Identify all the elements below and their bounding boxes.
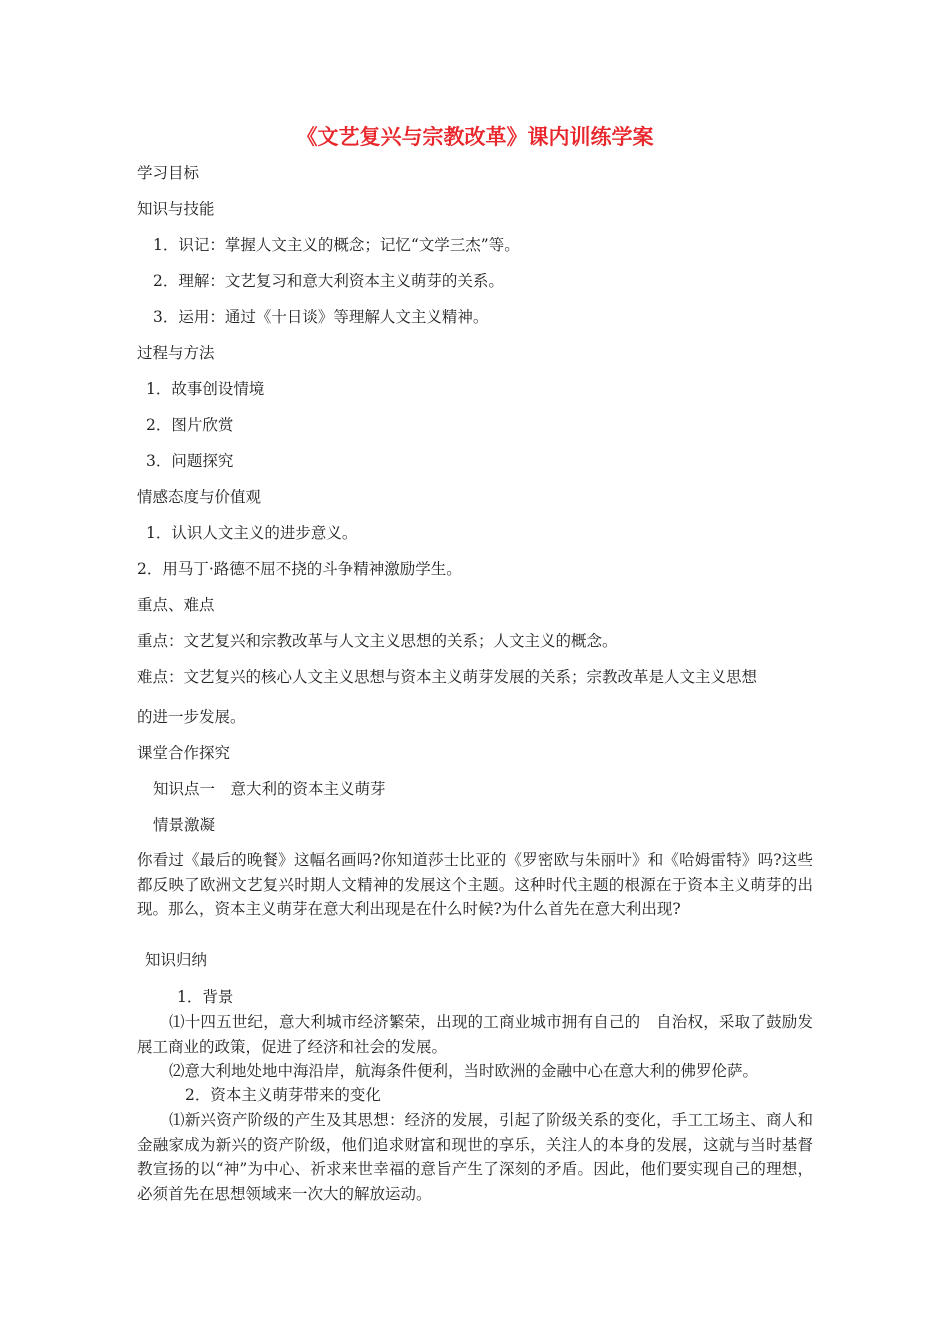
list-item: 1．识记：掌握人文主义的概念；记忆“文学三杰”等。: [153, 236, 520, 254]
document-title: 《文艺复兴与宗教改革》课内训练学案: [296, 124, 654, 149]
difficult-point-text-continued: 的进一步发展。: [137, 708, 246, 726]
list-item: 2．用马丁·路德不屈不挠的斗争精神激励学生。: [137, 560, 462, 578]
background-item: ⑴十四五世纪，意大利城市经济繁荣，出现的工商业城市拥有自己的 自治权，采取了鼓励发展工商业的政策，促进了经济和社会的发展。: [137, 1013, 813, 1056]
list-item: 2．图片欣赏: [146, 416, 234, 434]
subheading-attitude-values: 情感态度与价值观: [137, 488, 262, 506]
knowledge-summary-label: 知识归纳: [145, 951, 208, 969]
key-point-text: 重点：文艺复兴和宗教改革与人文主义思想的关系；人文主义的概念。: [137, 632, 618, 650]
subheading-process-method: 过程与方法: [137, 344, 215, 362]
knowledge-point-heading: 知识点一 意大利的资本主义萌芽: [153, 780, 386, 798]
changes-item: ⑴新兴资产阶级的产生及其思想：经济的发展，引起了阶级关系的变化，手工工场主、商人和金融家成为新兴的资产阶级，他们追求财富和现世的享乐，关注人的本身的发展，这就与当时基督教宣扬的以“神”为中心、祈求来世幸福的意旨产生了深刻的矛盾。因此，他们要实现自己的理想，必须首先在思想领域来一次大的解放运动。: [137, 1111, 813, 1203]
changes-heading: 2．资本主义萌芽带来的变化: [185, 1086, 381, 1104]
list-item: 2．理解：文艺复习和意大利资本主义萌芽的关系。: [153, 272, 504, 290]
list-item: 3．问题探究: [146, 452, 234, 470]
section-heading-learning-objectives: 学习目标: [137, 164, 200, 182]
subheading-knowledge-skills: 知识与技能: [137, 200, 215, 218]
difficult-point-text: 难点：文艺复兴的核心人文主义思想与资本主义萌芽发展的关系；宗教改革是人文主义思想: [137, 668, 758, 686]
scenario-label: 情景激凝: [153, 816, 216, 834]
section-heading-key-points: 重点、难点: [137, 596, 215, 614]
scenario-paragraph: 你看过《最后的晚餐》这幅名画吗?你知道莎士比亚的《罗密欧与朱丽叶》和《哈姆雷特》吗?这些都反映了欧洲文艺复兴时期人文精神的发展这个主题。这种时代主题的根源在于资本主义萌芽的出现。那么，资本主义萌芽在意大利出现是在什么时候?为什么首先在意大利出现?: [137, 851, 813, 918]
list-item: 1．故事创设情境: [146, 380, 265, 398]
background-item: ⑵意大利地处地中海沿岸，航海条件便利，当时欧洲的金融中心在意大利的佛罗伦萨。: [169, 1062, 759, 1080]
list-item: 1．认识人文主义的进步意义。: [146, 524, 358, 542]
background-heading: 1．背景: [177, 988, 234, 1006]
list-item: 3．运用：通过《十日谈》等理解人文主义精神。: [153, 308, 489, 326]
section-heading-classroom-inquiry: 课堂合作探究: [137, 744, 231, 762]
